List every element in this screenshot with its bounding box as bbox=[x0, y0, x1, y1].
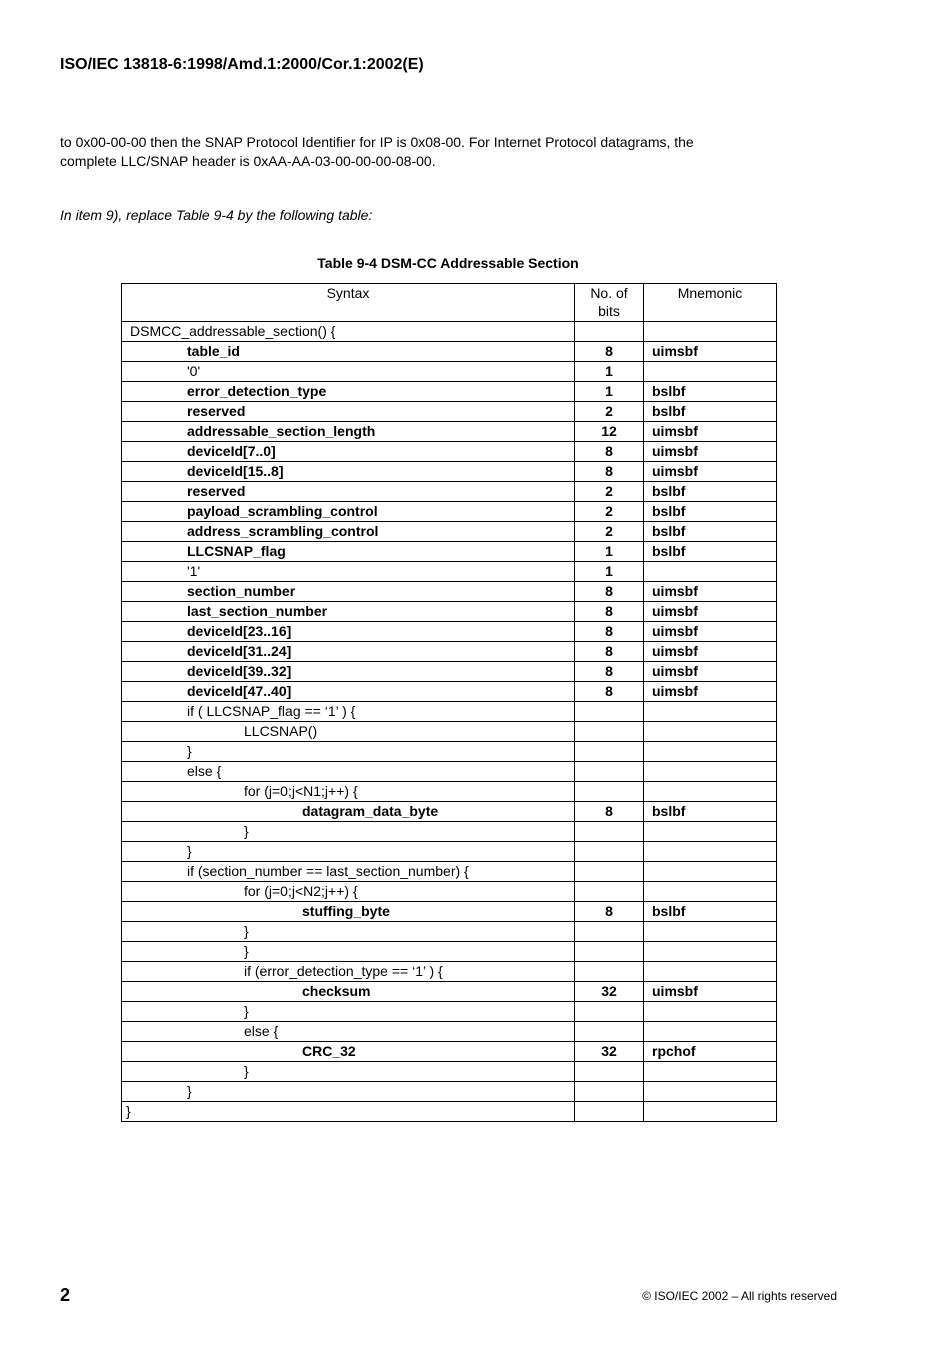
mnemonic-cell: bslbf bbox=[644, 382, 777, 402]
bits-cell bbox=[575, 922, 644, 942]
table-row bbox=[122, 1082, 777, 1102]
bits-cell: 8 bbox=[575, 902, 644, 922]
mnemonic-cell: rpchof bbox=[644, 1042, 777, 1062]
bits-cell: 12 bbox=[575, 422, 644, 442]
table-row bbox=[122, 522, 777, 542]
table-row bbox=[122, 502, 777, 522]
mnemonic-cell: bslbf bbox=[644, 482, 777, 502]
column-header-mnemonic: Mnemonic bbox=[644, 284, 777, 322]
bits-cell: 1 bbox=[575, 542, 644, 562]
table-row bbox=[122, 882, 777, 902]
mnemonic-cell bbox=[644, 782, 777, 802]
bits-cell: 8 bbox=[575, 662, 644, 682]
bits-cell bbox=[575, 742, 644, 762]
table-caption: Table 9-4 DSM-CC Addressable Section bbox=[317, 255, 579, 271]
syntax-cell: if (error_detection_type == ‘1’ ) { bbox=[122, 962, 575, 982]
bits-cell bbox=[575, 962, 644, 982]
bits-cell: 32 bbox=[575, 1042, 644, 1062]
table-row bbox=[122, 482, 777, 502]
mnemonic-cell: bslbf bbox=[644, 522, 777, 542]
bits-cell: 32 bbox=[575, 982, 644, 1002]
paragraph-line-2: complete LLC/SNAP header is 0xAA-AA-03-00-00-00-08-00. bbox=[60, 153, 436, 169]
table-row bbox=[122, 962, 777, 982]
table-row bbox=[122, 762, 777, 782]
bits-cell: 1 bbox=[575, 562, 644, 582]
bits-cell bbox=[575, 942, 644, 962]
table-row bbox=[122, 382, 777, 402]
table-row bbox=[122, 562, 777, 582]
bits-cell bbox=[575, 862, 644, 882]
mnemonic-cell bbox=[644, 862, 777, 882]
page-number: 2 bbox=[60, 1285, 71, 1305]
mnemonic-cell: uimsbf bbox=[644, 982, 777, 1002]
table-row bbox=[122, 582, 777, 602]
syntax-cell: deviceId[23..16] bbox=[122, 622, 575, 642]
table-row bbox=[122, 1102, 777, 1122]
table-row bbox=[122, 742, 777, 762]
mnemonic-cell bbox=[644, 562, 777, 582]
table-row bbox=[122, 1062, 777, 1082]
bits-cell: 8 bbox=[575, 682, 644, 702]
table-row bbox=[122, 702, 777, 722]
mnemonic-cell bbox=[644, 962, 777, 982]
table-row bbox=[122, 462, 777, 482]
table-row bbox=[122, 682, 777, 702]
syntax-cell: else { bbox=[122, 1022, 575, 1042]
mnemonic-cell: uimsbf bbox=[644, 422, 777, 442]
bits-cell bbox=[575, 1082, 644, 1102]
table-header-row bbox=[122, 284, 777, 322]
mnemonic-cell: bslbf bbox=[644, 902, 777, 922]
table-row bbox=[122, 942, 777, 962]
bits-cell bbox=[575, 822, 644, 842]
syntax-cell: table_id bbox=[122, 342, 575, 362]
bits-cell: 8 bbox=[575, 462, 644, 482]
mnemonic-cell bbox=[644, 322, 777, 342]
mnemonic-cell bbox=[644, 882, 777, 902]
replacement-instruction: In item 9), replace Table 9-4 by the following table: bbox=[60, 207, 373, 223]
bits-cell: 8 bbox=[575, 342, 644, 362]
bits-cell bbox=[575, 1102, 644, 1122]
bits-cell: 1 bbox=[575, 382, 644, 402]
syntax-cell: } bbox=[122, 1002, 575, 1022]
bits-cell: 2 bbox=[575, 402, 644, 422]
syntax-cell: deviceId[39..32] bbox=[122, 662, 575, 682]
table-row bbox=[122, 722, 777, 742]
column-header-syntax: Syntax bbox=[122, 284, 575, 322]
mnemonic-cell: uimsbf bbox=[644, 642, 777, 662]
syntax-cell: } bbox=[122, 1062, 575, 1082]
syntax-cell: } bbox=[122, 922, 575, 942]
bits-cell bbox=[575, 882, 644, 902]
mnemonic-cell: bslbf bbox=[644, 802, 777, 822]
column-header-bits-line1: No. of bbox=[590, 285, 628, 301]
mnemonic-cell: bslbf bbox=[644, 502, 777, 522]
table-row bbox=[122, 642, 777, 662]
mnemonic-cell: uimsbf bbox=[644, 682, 777, 702]
mnemonic-cell bbox=[644, 722, 777, 742]
bits-cell bbox=[575, 762, 644, 782]
table-row bbox=[122, 1022, 777, 1042]
syntax-cell: last_section_number bbox=[122, 602, 575, 622]
syntax-cell: DSMCC_addressable_section() { bbox=[122, 322, 575, 342]
syntax-cell: deviceId[7..0] bbox=[122, 442, 575, 462]
table-row bbox=[122, 422, 777, 442]
syntax-cell: checksum bbox=[122, 982, 575, 1002]
syntax-cell: } bbox=[122, 1082, 575, 1102]
mnemonic-cell bbox=[644, 842, 777, 862]
syntax-cell: else { bbox=[122, 762, 575, 782]
table-row bbox=[122, 902, 777, 922]
syntax-cell: reserved bbox=[122, 482, 575, 502]
bits-cell: 8 bbox=[575, 802, 644, 822]
syntax-cell: CRC_32 bbox=[122, 1042, 575, 1062]
bits-cell bbox=[575, 702, 644, 722]
syntax-cell: deviceId[47..40] bbox=[122, 682, 575, 702]
column-header-bits-line2: bits bbox=[598, 303, 620, 319]
syntax-cell: deviceId[15..8] bbox=[122, 462, 575, 482]
table-row bbox=[122, 322, 777, 342]
mnemonic-cell: uimsbf bbox=[644, 462, 777, 482]
bits-cell: 1 bbox=[575, 362, 644, 382]
syntax-cell: for (j=0;j<N1;j++) { bbox=[122, 782, 575, 802]
syntax-cell: '0' bbox=[122, 362, 575, 382]
mnemonic-cell: uimsbf bbox=[644, 342, 777, 362]
copyright-notice: © ISO/IEC 2002 – All rights reserved bbox=[642, 1289, 837, 1303]
syntax-cell: payload_scrambling_control bbox=[122, 502, 575, 522]
syntax-cell: LLCSNAP() bbox=[122, 722, 575, 742]
body-paragraph bbox=[60, 133, 837, 171]
bits-cell: 8 bbox=[575, 602, 644, 622]
mnemonic-cell bbox=[644, 362, 777, 382]
table-row bbox=[122, 442, 777, 462]
bits-cell: 8 bbox=[575, 582, 644, 602]
document-header-title: ISO/IEC 13818-6:1998/Amd.1:2000/Cor.1:2002(E) bbox=[60, 56, 424, 73]
syntax-cell: reserved bbox=[122, 402, 575, 422]
mnemonic-cell bbox=[644, 922, 777, 942]
table-row bbox=[122, 802, 777, 822]
bits-cell: 8 bbox=[575, 642, 644, 662]
paragraph-line-1: to 0x00-00-00 then the SNAP Protocol Identifier for IP is 0x08-00. For Internet Protocol datagrams, the bbox=[60, 134, 694, 150]
table-row bbox=[122, 862, 777, 882]
syntax-cell: } bbox=[122, 842, 575, 862]
mnemonic-cell: uimsbf bbox=[644, 622, 777, 642]
bits-cell: 2 bbox=[575, 522, 644, 542]
table-row bbox=[122, 1042, 777, 1062]
syntax-cell: datagram_data_byte bbox=[122, 802, 575, 822]
syntax-cell: } bbox=[122, 1102, 575, 1122]
mnemonic-cell: uimsbf bbox=[644, 602, 777, 622]
syntax-cell: section_number bbox=[122, 582, 575, 602]
bits-cell: 2 bbox=[575, 502, 644, 522]
bits-cell bbox=[575, 1022, 644, 1042]
syntax-cell: if (section_number == last_section_number) { bbox=[122, 862, 575, 882]
mnemonic-cell bbox=[644, 742, 777, 762]
bits-cell bbox=[575, 1002, 644, 1022]
bits-cell: 8 bbox=[575, 622, 644, 642]
table-row bbox=[122, 982, 777, 1002]
bits-cell bbox=[575, 842, 644, 862]
bits-cell bbox=[575, 722, 644, 742]
mnemonic-cell bbox=[644, 702, 777, 722]
syntax-cell: address_scrambling_control bbox=[122, 522, 575, 542]
mnemonic-cell bbox=[644, 762, 777, 782]
mnemonic-cell: uimsbf bbox=[644, 662, 777, 682]
table-row bbox=[122, 822, 777, 842]
syntax-cell: LLCSNAP_flag bbox=[122, 542, 575, 562]
table-row bbox=[122, 1002, 777, 1022]
bits-cell: 8 bbox=[575, 442, 644, 462]
table-row bbox=[122, 342, 777, 362]
bits-cell: 2 bbox=[575, 482, 644, 502]
mnemonic-cell bbox=[644, 1082, 777, 1102]
table-row bbox=[122, 362, 777, 382]
syntax-cell: addressable_section_length bbox=[122, 422, 575, 442]
syntax-cell: for (j=0;j<N2;j++) { bbox=[122, 882, 575, 902]
column-header-bits bbox=[575, 284, 644, 322]
mnemonic-cell: uimsbf bbox=[644, 582, 777, 602]
syntax-cell: if ( LLCSNAP_flag == ‘1’ ) { bbox=[122, 702, 575, 722]
mnemonic-cell bbox=[644, 1062, 777, 1082]
mnemonic-cell bbox=[644, 1002, 777, 1022]
mnemonic-cell bbox=[644, 1102, 777, 1122]
syntax-cell: '1' bbox=[122, 562, 575, 582]
bits-cell bbox=[575, 1062, 644, 1082]
table-row bbox=[122, 842, 777, 862]
syntax-cell: deviceId[31..24] bbox=[122, 642, 575, 662]
table-row bbox=[122, 602, 777, 622]
table-row bbox=[122, 542, 777, 562]
mnemonic-cell: uimsbf bbox=[644, 442, 777, 462]
syntax-cell: } bbox=[122, 742, 575, 762]
table-row bbox=[122, 662, 777, 682]
mnemonic-cell: bslbf bbox=[644, 402, 777, 422]
syntax-cell: error_detection_type bbox=[122, 382, 575, 402]
syntax-table bbox=[121, 283, 777, 1122]
syntax-cell: } bbox=[122, 942, 575, 962]
mnemonic-cell: bslbf bbox=[644, 542, 777, 562]
table-row bbox=[122, 782, 777, 802]
mnemonic-cell bbox=[644, 1022, 777, 1042]
table-row bbox=[122, 402, 777, 422]
bits-cell bbox=[575, 782, 644, 802]
bits-cell bbox=[575, 322, 644, 342]
mnemonic-cell bbox=[644, 942, 777, 962]
table-row bbox=[122, 622, 777, 642]
syntax-cell: stuffing_byte bbox=[122, 902, 575, 922]
syntax-cell: } bbox=[122, 822, 575, 842]
table-row bbox=[122, 922, 777, 942]
mnemonic-cell bbox=[644, 822, 777, 842]
